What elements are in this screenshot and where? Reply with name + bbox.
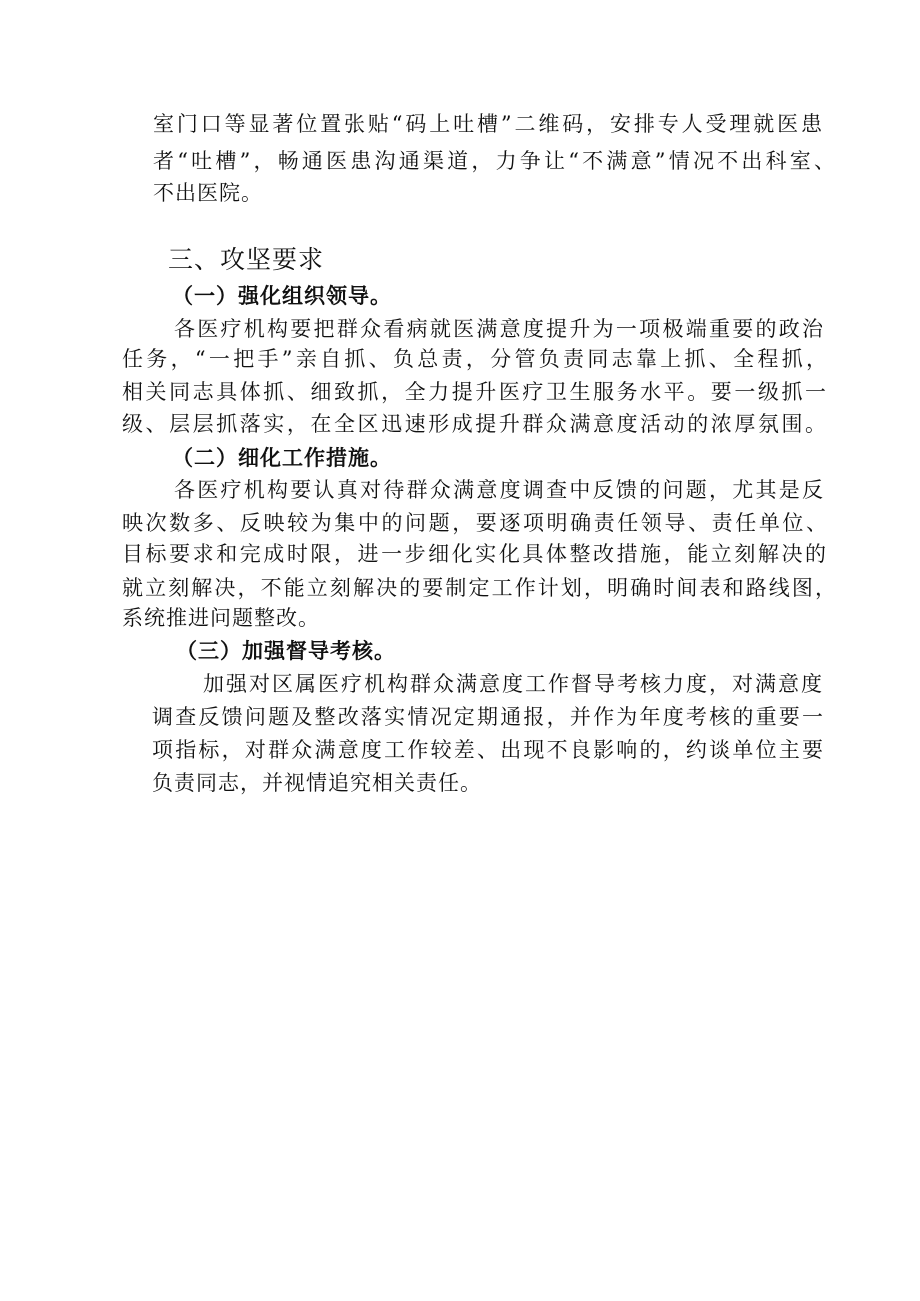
item-2-line-2: 映次数多、反映较为集中的问题，要逐项明确责任领导、责任单位、 <box>122 511 828 535</box>
item-2-line-4: 就立刻解决，不能立刻解决的要制定工作计划，明确时间表和路线图， <box>122 576 837 600</box>
item-3-line-4: 负责同志，并视情追究相关责任。 <box>152 771 482 795</box>
item-1-line-4: 级、层层抓落实，在全区迅速形成提升群众满意度活动的浓厚氛围。 <box>122 412 827 436</box>
intro-line-1: 室门口等显著位置张贴“码上吐槽”二维码，安排专人受理就医患 <box>153 112 823 136</box>
intro-line-2: 者“吐槽”，畅通医患沟通渠道，力争让“不满意”情况不出科室、 <box>153 149 836 173</box>
item-1-line-2: 任务，“一把手”亲自抓、负总责，分管负责同志靠上抓、全程抓， <box>122 347 828 371</box>
intro-line-3: 不出医院。 <box>153 181 263 205</box>
item-3-heading: （三）加强督导考核。 <box>176 638 396 663</box>
item-2-heading: （二）细化工作措施。 <box>172 445 392 470</box>
item-3-line-3: 项指标，对群众满意度工作较差、出现不良影响的，约谈单位主要 <box>152 738 824 762</box>
item-1-line-1: 各医疗机构要把群众看病就医满意度提升为一项极端重要的政治 <box>174 317 824 341</box>
item-2-line-3: 目标要求和完成时限，进一步细化实化具体整改措施，能立刻解决的 <box>122 542 827 566</box>
section-title: 三、攻坚要求 <box>168 245 325 274</box>
item-2-line-5: 系统推进问题整改。 <box>122 606 320 630</box>
item-2-line-1: 各医疗机构要认真对待群众满意度调查中反馈的问题，尤其是反 <box>174 478 824 502</box>
item-1-heading: （一）强化组织领导。 <box>172 283 392 308</box>
item-3-line-1: 加强对区属医疗机构群众满意度工作督导考核力度，对满意度 <box>203 672 823 696</box>
item-1-line-3: 相关同志具体抓、细致抓，全力提升医疗卫生服务水平。要一级抓一 <box>122 380 827 404</box>
item-3-line-2: 调查反馈问题及整改落实情况定期通报，并作为年度考核的重要一 <box>152 705 824 729</box>
